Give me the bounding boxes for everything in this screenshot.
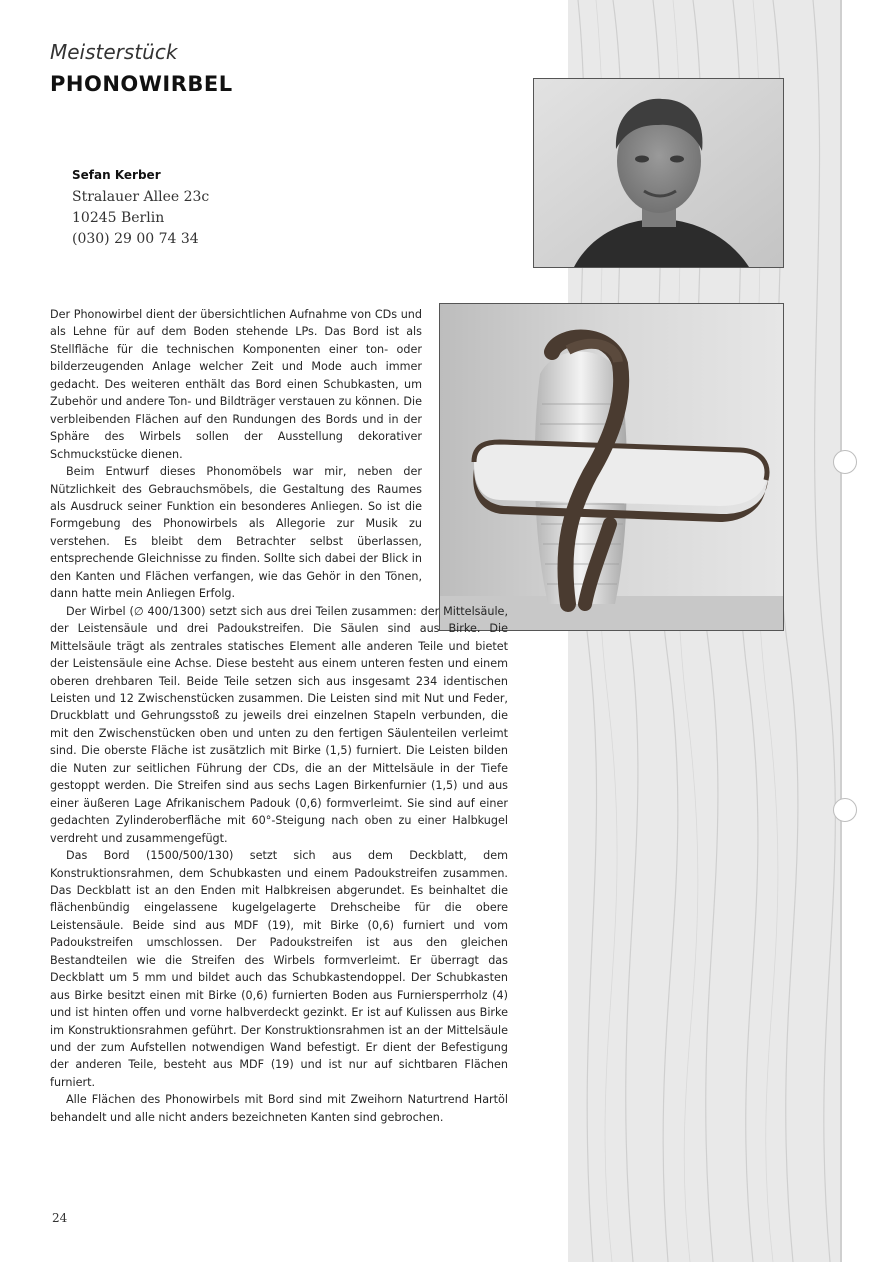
strip-edge-line: [840, 0, 842, 1262]
body-paragraph-intro: Der Phonowirbel dient der übersichtlichen Aufnahme von CDs und als Lehne für auf dem Boden stehende LPs. Das Bord ist als Stellfläche für die technischen Komponenten einer ton- oder bilderzeugenden Anlage welcher Zeit und Mode auch immer gedacht. Des weiteren enthält das Bord einen Schubkasten, um Zubehör und andere Ton- und Bildträger verstauen zu können. Die verbleibenden Flächen auf den Rundungen des Bords und in der Sphäre des Wirbels sollen der Ausstellung dekorativer Schmuckstücke dienen.: [50, 308, 422, 461]
contact-street: Stralauer Allee 23c: [72, 189, 210, 205]
binder-hole-lower: [833, 798, 857, 822]
section-kicker: Meisterstück: [50, 40, 178, 64]
binder-hole-upper: [833, 450, 857, 474]
body-paragraph-finish: Alle Flächen des Phonowirbels mit Bord sind mit Zweihorn Naturtrend Hartöl behandelt und alle nicht anders bezeichneten Kanten sind gebrochen.: [50, 1093, 508, 1124]
contact-city: 10245 Berlin: [72, 210, 165, 226]
contact-phone: (030) 29 00 74 34: [72, 231, 199, 247]
body-paragraph-design: Beim Entwurf dieses Phonomöbels war mir, neben der Nützlichkeit des Gebrauchsmöbels, die Gestaltung des Raumes als Ausdruck seiner Funktion ein besonderes Anliegen. So ist die Formgebung des Phonowirbels als Allegorie zur Musik zu verstehen. Es bleibt dem Betrachter selbst überlassen, entsprechende Gleichnisse zu finden. Sollte sich dabei der Blick in den Kanten und Flächen verfangen, wie das Gehör in den Tönen, dann hatte mein Anliegen Erfolg.: [50, 465, 422, 601]
body-paragraph-wirbel: Der Wirbel (∅ 400/1300) setzt sich aus drei Teilen zusammen: der Mittelsäule, der Leistensäule und drei Padoukstreifen. Die Säulen sind aus Birke. Die Mittelsäule trägt als zentrales statisches Element alle anderen Teile und bietet der Leistensäule eine Achse. Diese besteht aus einem unteren festen und einem oberen drehbaren Teil. Beide Teile setzen sich aus insgesamt 234 identischen Leisten und 12 Zwischenstücken zusammen. Die Leisten sind mit Nut und Feder, Druckblatt und Gehrungsstoß zu jeweils drei einzelnen Stapeln verbunden, die mit den Zwischenstücken oben und unten zu den fertigen Säulenteilen verleimt sind. Die oberste Fläche ist zusätzlich mit Birke (1,5) furniert. Die Leisten bilden die Nuten zur seitlichen Führung der CDs, die an der Mittelsäule in der Tiefe gestoppt werden. Die Streifen sind aus sechs Lagen Birkenfurnier (1,5) und aus einer äußeren Lage Afrikanischem Padouk (0,6) formverleimt. Sie sind auf einer gedachten Zylinderoberfläche mit 60°-Steigung nach oben zu einer Halbkugel verdreht und zusammengefügt.: [50, 604, 508, 845]
article-body: [50, 306, 508, 1126]
author-portrait: [533, 78, 784, 268]
article-title: PHONOWIRBEL: [50, 72, 233, 96]
portrait-illustration: [534, 79, 783, 267]
body-paragraph-bord: Das Bord (1500/500/130) setzt sich aus dem Deckblatt, dem Konstruktionsrahmen, dem Schubkasten und einem Padoukstreifen zusammen. Das Deckblatt ist an den Enden mit Halbkreisen abgerundet. Es beinhaltet die flächenbündig eingelassene kugelgelagerte Drehscheibe für die obere Leistensäule. Beide sind aus MDF (19), mit Birke (0,6) furniert und vom Padoukstreifen umschlossen. Der Padoukstreifen ist aus den gleichen Bestandteilen wie die Streifen des Wirbels formverleimt. Er überragt das Deckblatt um 5 mm und bildet auch das Schubkastendoppel. Der Schubkasten aus Birke besitzt einen mit Birke (0,6) furnierten Boden aus Furniersperrholz (4) und ist hinten offen und vorne halbverdeckt gezinkt. Er ist auf Kulissen aus Birke im Konstruktionsrahmen geführt. Der Konstruktionsrahmen ist an der Mittelsäule und der zum Aufstellen notwendigen Wand befestigt. Er dient der Befestigung der anderen Teile, besteht aus MDF (19) und ist nur auf sichtbaren Flächen furniert.: [50, 849, 508, 1089]
contact-name: Sefan Kerber: [72, 168, 161, 182]
contact-block: [72, 168, 209, 250]
page-number: 24: [52, 1211, 68, 1225]
